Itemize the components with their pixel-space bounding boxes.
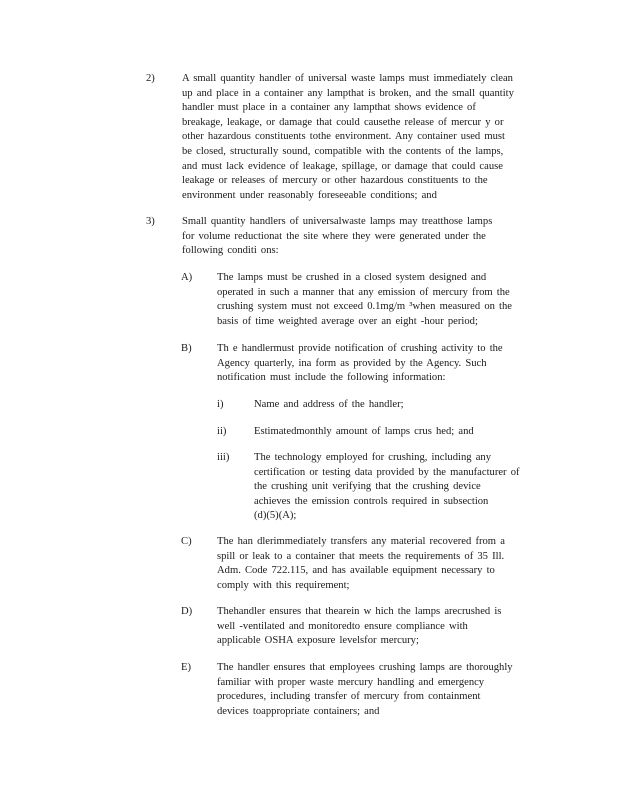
sub-sub-item-text (254, 398, 544, 413)
text-line: following conditi ons: (182, 245, 279, 257)
text-line: The han dlerimmediately transfers any material recovered from a (217, 536, 505, 547)
sub-item-text (217, 342, 539, 386)
text-line: breakage, leakage, or damage that could causethe release of mercur y or (182, 116, 504, 128)
text-line: achieves the emission controls required in subsection (254, 495, 489, 507)
text-line: The lamps must be crushed in a closed system designed and (217, 272, 487, 283)
text-line: devices toappropriate containers; and (217, 705, 380, 717)
sub-sub-item-label: i) (217, 399, 224, 410)
text-line: be closed, structurally sound, compatible with the contents of the lamps, (182, 145, 504, 157)
sub-item-label: C) (181, 536, 192, 547)
text-line: basis of time weighted average over an eight -hour period; (217, 315, 478, 327)
text-line: (d)(5)(A); (254, 510, 297, 522)
text-line: procedures, including transfer of mercury from containment (217, 691, 481, 703)
sub-item-label: B) (181, 343, 192, 354)
sub-sub-item-text (254, 451, 544, 524)
text-line: other hazardous constituents tothe environment. Any container used must (182, 131, 505, 143)
sub-item-label: A) (181, 272, 193, 283)
text-line: crushing system must not exceed 0.1mg/m ³when measured on the (217, 301, 512, 313)
text-line: handler must place in a container any lampthat shows evidence of (182, 102, 476, 114)
text-line: and must lack evidence of leakage, spillage, or damage that could cause (182, 160, 503, 172)
text-line: applicable OSHA exposure levelsfor mercury; (217, 635, 419, 647)
text-line: environment under reasonably foreseeable conditions; and (182, 189, 437, 201)
sub-item-label: E) (181, 662, 191, 673)
sub-item-text (217, 535, 539, 593)
text-line: well -ventilated and monitoredto ensure compliance with (217, 620, 468, 632)
text-line: comply with this requirement; (217, 579, 350, 591)
sub-sub-item-label: iii) (217, 452, 230, 463)
text-line: Small quantity handlers of universalwaste lamps may treatthose lamps (182, 216, 493, 227)
text-line: Th e handlermust provide notification of crushing activity to the (217, 343, 503, 354)
text-line: notification must include the following information: (217, 372, 446, 384)
text-line: Agency quarterly, ina form as provided by the Agency. Such (217, 357, 487, 369)
list-item-text (182, 215, 538, 259)
text-line: the crushing unit verifying that the crushing device (254, 481, 481, 493)
text-line: operated in such a manner that any emission of mercury from the (217, 286, 510, 298)
sub-item-label: D) (181, 606, 193, 617)
text-line: familiar with proper waste mercury handling and emergency (217, 676, 485, 688)
list-item-text (182, 72, 538, 203)
sub-item-text (217, 605, 539, 649)
text-line: Adm. Code 722.115, and has available equipment necessary to (217, 565, 495, 577)
sub-item-text (217, 661, 539, 719)
list-item-label: 3) (146, 216, 155, 227)
text-line: Estimatedmonthly amount of lamps crus hed; and (254, 426, 474, 437)
sub-sub-item-text (254, 425, 544, 440)
text-line: Name and address of the handler; (254, 399, 404, 410)
text-line: certification or testing data provided by the manufacturer of (254, 466, 520, 478)
text-line: The technology employed for crushing, including any (254, 452, 492, 463)
list-item-label: 2) (146, 73, 155, 84)
text-line: A small quantity handler of universal waste lamps must immediately clean (182, 73, 513, 84)
text-line: The handler ensures that employees crushing lamps are thoroughly (217, 662, 513, 673)
text-line: up and place in a container any lampthat is broken, and the small quantity (182, 87, 514, 99)
text-line: for volume reductionat the site where they were generated under the (182, 230, 486, 242)
text-line: Thehandler ensures that thearein w hich the lamps arecrushed is (217, 606, 502, 617)
text-line: leakage or releases of mercury or other hazardous constituents to the (182, 175, 488, 187)
sub-sub-item-label: ii) (217, 426, 227, 437)
sub-item-text (217, 271, 539, 329)
text-line: spill or leak to a container that meets the requirements of 35 Ill. (217, 550, 505, 562)
